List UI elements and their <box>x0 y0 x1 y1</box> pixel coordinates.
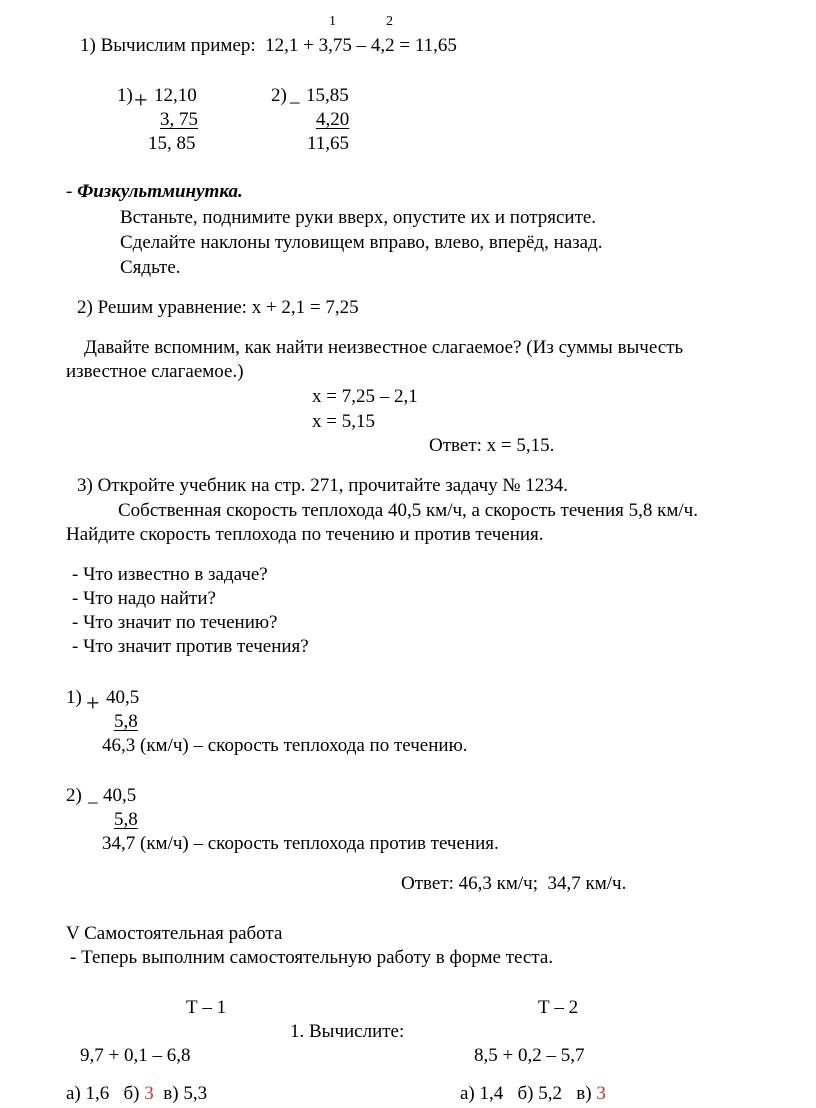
test-t1-option-a: а) 1,6 <box>66 1083 110 1104</box>
ex1-col1-result: 15, 85 <box>148 133 196 154</box>
test-task-title: 1. Вычислите: <box>290 1021 405 1042</box>
ex3-task-line-2: Найдите скорость теплохода по течению и против течения. <box>66 524 544 545</box>
test-heading: V Самостоятельная работа <box>66 923 283 944</box>
ex3-answer: Ответ: 46,3 км/ч; 34,7 км/ч. <box>401 873 627 894</box>
fiz-dash: - <box>66 181 78 202</box>
minus-icon: _ <box>290 85 300 106</box>
ex1-col1-num: 1) <box>117 85 133 106</box>
fiz-line-2: Сделайте наклоны туловищем вправо, влево, вперёд, назад. <box>120 232 603 253</box>
ex1-title: 1) Вычислим пример: 12,1 + 3,75 – 4,2 = 11,65 <box>80 35 457 56</box>
ex2-question-line-1: Давайте вспомним, как найти неизвестное слагаемое? (Из суммы вычесть <box>84 337 684 358</box>
ex3-s2-num: 2) <box>66 785 82 806</box>
ex2-question-line-2: известное слагаемое.) <box>66 361 244 382</box>
ex1-col1-a: 12,10 <box>154 85 197 106</box>
ex3-s2-b: 5,8 <box>114 809 138 830</box>
superscript-1: 1 <box>329 14 336 29</box>
ex3-question: - Что надо найти? <box>72 588 216 609</box>
test-intro: - Теперь выполним самостоятельную работу в форме теста. <box>70 947 554 968</box>
test-t1-options <box>66 1082 207 1106</box>
ex3-s1-a: 40,5 <box>106 687 140 708</box>
ex3-title: 3) Откройте учебник на стр. 271, прочитайте задачу № 1234. <box>77 475 569 496</box>
test-t1-option-b-value: 3 <box>144 1083 154 1104</box>
ex3-question: - Что значит против течения? <box>72 636 309 657</box>
test-t1-option-b: б) 3 <box>123 1083 154 1104</box>
ex3-s2-result: 34,7 (км/ч) – скорость теплохода против течения. <box>102 833 499 854</box>
fiz-title: Физкультминутка. <box>77 181 243 202</box>
fiz-line-1: Встаньте, поднимите руки вверх, опустите их и потрясите. <box>120 207 597 228</box>
test-t2-options <box>460 1082 606 1106</box>
ex3-s2-a: 40,5 <box>103 785 137 806</box>
fiz-line-3: Сядьте. <box>120 257 181 278</box>
ex1-col2-a: 15,85 <box>306 85 349 106</box>
test-t2-expression: 8,5 + 0,2 – 5,7 <box>474 1045 585 1066</box>
plus-icon: + <box>86 691 100 717</box>
test-t1-expression: 9,7 + 0,1 – 6,8 <box>80 1045 191 1066</box>
ex1-col2-b: 4,20 <box>316 109 350 130</box>
ex3-task-line-1: Собственная скорость теплохода 40,5 км/ч, а скорость течения 5,8 км/ч. <box>118 500 698 521</box>
ex2-title: 2) Решим уравнение: х + 2,1 = 7,25 <box>77 297 359 318</box>
ex2-step-2: х = 5,15 <box>312 411 375 432</box>
ex2-answer: Ответ: х = 5,15. <box>429 435 555 456</box>
test-t1-option-c: в) 5,3 <box>163 1083 208 1104</box>
fiz-heading <box>66 180 243 204</box>
ex3-question: - Что значит по течению? <box>72 612 278 633</box>
test-t2-option-c: в) 3 <box>576 1083 606 1104</box>
superscript-2: 2 <box>386 14 393 29</box>
minus-icon: _ <box>88 785 98 806</box>
ex1-col1-b: 3, 75 <box>160 109 198 130</box>
ex2-step-1: х = 7,25 – 2,1 <box>312 386 418 407</box>
test-t2-option-c-value: 3 <box>596 1083 606 1104</box>
plus-icon: + <box>134 88 148 114</box>
ex3-s1-result: 46,3 (км/ч) – скорость теплохода по течению. <box>102 735 468 756</box>
test-t1-label: Т – 1 <box>186 997 227 1018</box>
ex1-col2-num: 2) <box>271 85 287 106</box>
ex3-question: - Что известно в задаче? <box>72 564 268 585</box>
test-t2-option-b: б) 5,2 <box>517 1083 563 1104</box>
ex1-col2-result: 11,65 <box>307 133 350 154</box>
ex3-s1-num: 1) <box>66 687 82 708</box>
test-t2-option-a: а) 1,4 <box>460 1083 504 1104</box>
ex3-s1-b: 5,8 <box>114 711 138 732</box>
test-t2-label: Т – 2 <box>538 997 579 1018</box>
